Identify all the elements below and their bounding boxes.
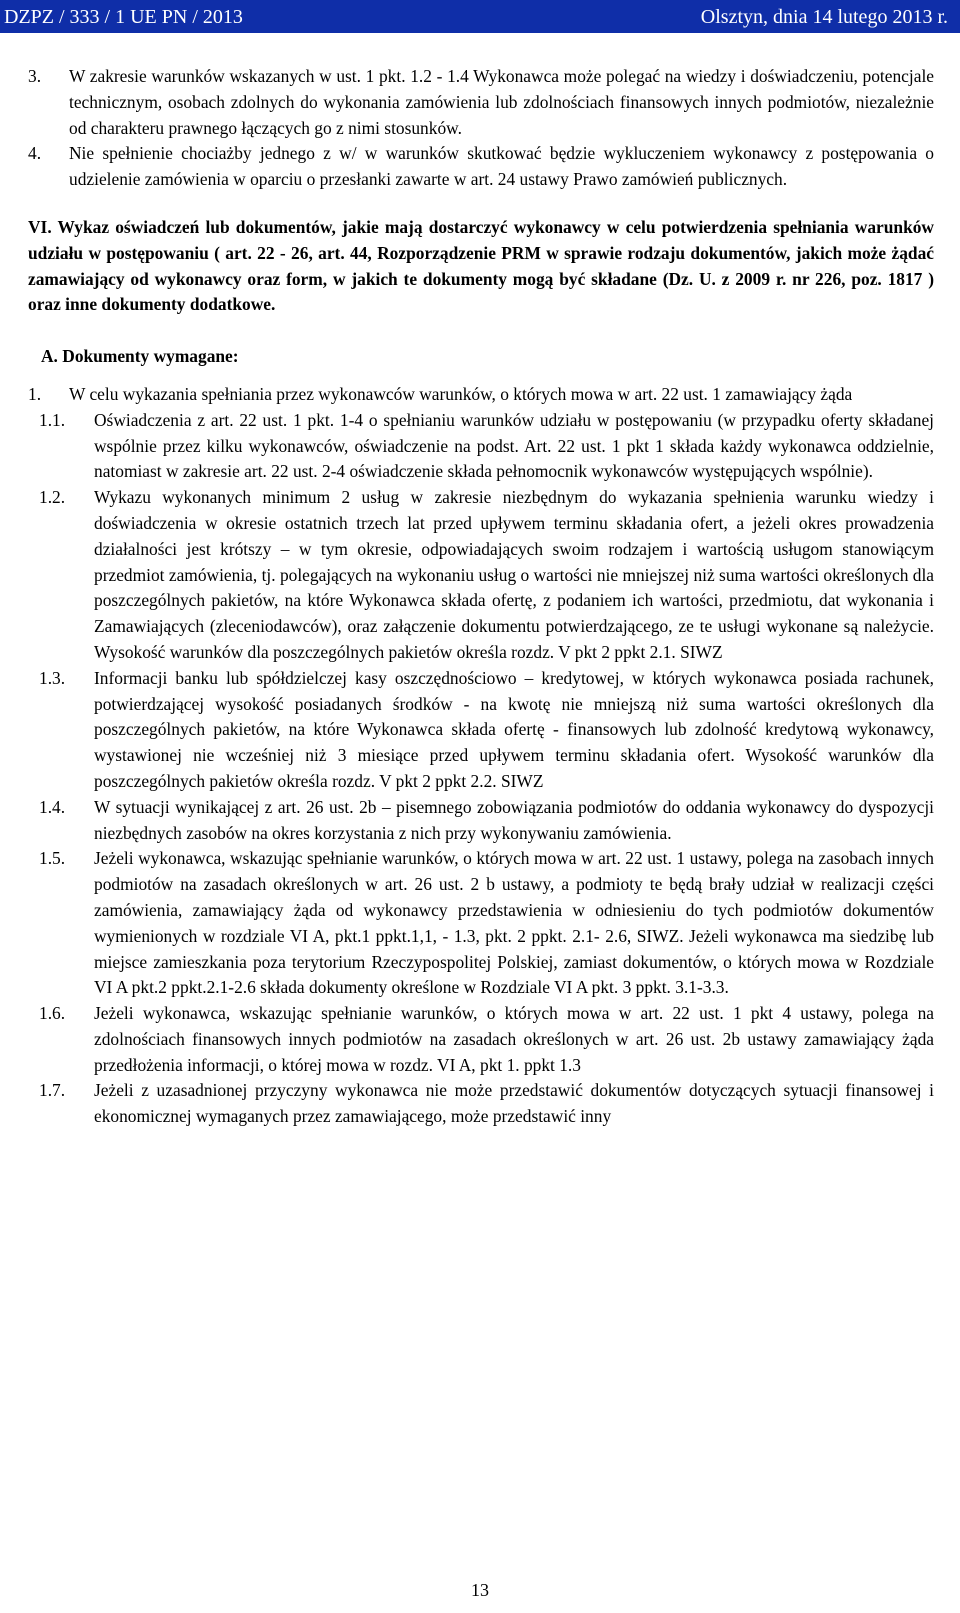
- list-item-4: [28, 141, 934, 193]
- document-reference: DZPZ / 333 / 1 UE PN / 2013: [4, 6, 243, 28]
- list-item-text: Nie spełnienie chociażby jednego z w/ w warunków skutkować będzie wykluczeniem wykonawcy z postępowania o udzielenie zamówienia w oparciu o przesłanki zawarte w art. 24 ustawy Prawo zamówień publicznych.: [69, 143, 934, 190]
- sub-item-number: 1.6.: [39, 1003, 66, 1024]
- sub-item-number: 1.3.: [39, 667, 66, 688]
- sub-item-number: 1.5.: [39, 848, 66, 869]
- list-item-number: 4.: [28, 143, 42, 164]
- section-heading-vi: VI. Wykaz oświadczeń lub dokumentów, jakie mają dostarczyć wykonawcy w celu potwierdzenia spełniania warunków udziału w postępowaniu ( art. 22 - 26, art. 44, Rozporządzenie PRM w sprawie rodzaju dokumentów, jakich może żądać zamawiający od wykonawcy oraz form, w jakich te dokumenty mogą być składane (Dz. U. z 2009 r. nr 226, poz. 1817 ) oraz inne dokumenty dodatkowe.: [28, 216, 934, 315]
- spacer: [28, 193, 934, 215]
- sub-item-text: Oświadczenia z art. 22 ust. 1 pkt. 1-4 o spełnianiu warunków udziału w postępowaniu (w przypadku oferty składanej wspólnie przez kilku wykonawców, oświadczenie na podst. Art. 22 ust. 1 pkt 1 składa każdy wykonawca oddzielnie, natomiast w zakresie art. 22 ust. 2-4 oświadczenie składa pełnomocnik wykonawców występujących wspólnie).: [94, 409, 934, 482]
- sub-item-number: 1.4.: [39, 796, 66, 817]
- sub-item-text: Jeżeli z uzasadnionej przyczyny wykonawca nie może przedstawić dokumentów dotyczących sytuacji finansowej i ekonomicznej wymaganych przez zamawiającego, może przedstawić inny: [94, 1080, 934, 1127]
- spacer: [28, 318, 934, 344]
- subsection-heading-a: A. Dokumenty wymagane:: [41, 346, 239, 367]
- document-place-date: Olsztyn, dnia 14 lutego 2013 r.: [700, 6, 948, 28]
- list-item-text: W celu wykazania spełniania przez wykonawców warunków, o których mowa w art. 22 ust. 1 zamawiający żąda: [69, 383, 853, 404]
- sub-item-number: 1.1.: [39, 409, 66, 430]
- sub-item-number: 1.2.: [39, 487, 66, 508]
- list-item-number: 1.: [28, 383, 42, 404]
- sub-item-text: Informacji banku lub spółdzielczej kasy oszczędnościowo – kredytowej, w których wykonawca posiada rachunek, potwierdzającej wysokość posiadanych środków - na kwotę nie mniejszą niż suma wartości określonych dla poszczególnych pakietów, na które Wykonawca składa ofertę - finansowych lub zdolność kredytową wykonawcy, wystawionej nie wcześniej niż 3 miesiące przed upływem terminu składania ofert. Wysokość warunków dla poszczególnych pakietów określa rozdz. V pkt 2 ppkt 2.2. SIWZ: [94, 667, 934, 791]
- list-item-text: W zakresie warunków wskazanych w ust. 1 pkt. 1.2 - 1.4 Wykonawca może polegać na wiedzy i doświadczeniu, potencjale technicznym, osobach zdolnych do wykonania zamówienia lub zdolnościach finansowych innych podmiotów, niezależnie od charakteru prawnego łączących go z nimi stosunków.: [69, 66, 934, 138]
- sub-item-text: Jeżeli wykonawca, wskazując spełnianie warunków, o których mowa w art. 22 ust. 1 ustawy, polega na zasobach innych podmiotów na zasadach określonych w art. 26 ust. 2 b ustawy, a podmioty te będą brały udział w realizacji części zamówienia, zamawiający żąda od wykonawcy przedstawienia w odniesieniu do tych podmiotów dokumentów wymienionych w rozdziale VI A, pkt.1 ppkt.1,1, - 1.3, pkt. 2 ppkt. 2.1- 2.6, SIWZ. Jeżeli wykonawca ma siedzibę lub miejsce zamieszkania poza terytorium Rzeczypospolitej Polskiej, zamiast dokumentów, o których mowa w Rozdziale VI A pkt.2 ppkt.2.1-2.6 składa dokumenty określone w Rozdziale VI A pkt. 3 ppkt. 3.1-3.3.: [94, 848, 934, 998]
- document-body: [28, 64, 934, 1130]
- sub-item-1-7: [28, 1078, 934, 1130]
- sub-item-1-3: [28, 666, 934, 795]
- sub-item-1-5: [28, 846, 934, 1001]
- list-item-1: [28, 382, 934, 408]
- sub-item-1-4: [28, 795, 934, 847]
- list-item-number: 3.: [28, 66, 42, 86]
- spacer: [28, 370, 934, 382]
- sub-item-text: Jeżeli wykonawca, wskazując spełnianie warunków, o których mowa w art. 22 ust. 1 pkt 4 ustawy, polega na zdolnościach finansowych innych podmiotów na zasadach określonych w art. 26 ust. 2b ustawy zamawiający żąda przedłożenia informacji, o której mowa w rozdz. VI A, pkt 1. ppkt 1.3: [94, 1003, 934, 1075]
- list-item-3: [28, 64, 934, 141]
- sub-item-1-6: [28, 1001, 934, 1078]
- sub-item-number: 1.7.: [39, 1080, 66, 1101]
- sub-item-text: Wykazu wykonanych minimum 2 usług w zakresie niezbędnym do wykazania spełnienia warunku wiedzy i doświadczenia w okresie ostatnich trzech lat przed upływem terminu składania ofert, a jeżeli okres prowadzenia działalności jest krótszy – w tym okresie, odpowiadających swoim rodzajem i wartością usługom stanowiącym przedmiot zamówienia, tj. polegających na wykonaniu usług o wartości nie mniejszej niż suma wartości określonych dla poszczególnych pakietów, na które Wykonawca składa ofertę, z podaniem ich wartości, przedmiotu, dat wykonania i Zamawiających (zleceniodawców), oraz załączenie dokumentu potwierdzającego, ze te usługi wykonane są należycie. Wysokość warunków dla poszczególnych pakietów określa rozdz. V pkt 2 ppkt 2.1. SIWZ: [94, 487, 934, 662]
- page-number: 13: [471, 1580, 489, 1600]
- sub-item-1-2: [28, 485, 934, 666]
- sub-item-text: W sytuacji wynikającej z art. 26 ust. 2b – pisemnego zobowiązania podmiotów do oddania wykonawcy do dyspozycji niezbędnych zasobów na okres korzystania z nich przy wykonywaniu zamówienia.: [94, 796, 934, 843]
- document-header-bar: [0, 0, 960, 33]
- sub-item-1-1: [28, 408, 934, 485]
